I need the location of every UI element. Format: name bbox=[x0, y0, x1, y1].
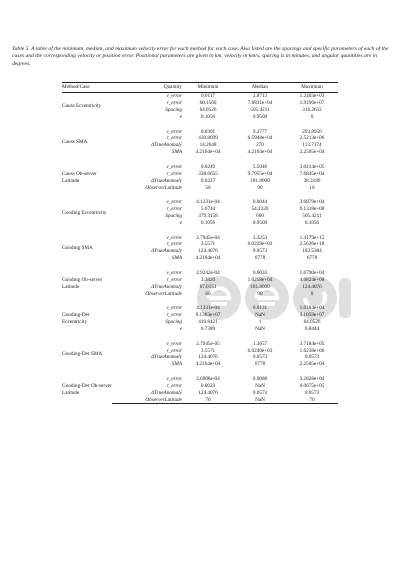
maximum-cell: 113.7174 bbox=[302, 142, 322, 149]
minimum-cell: 0.7389 bbox=[200, 325, 216, 332]
maximum-cell: 3.1058e+07 bbox=[299, 312, 325, 319]
group-spacer-row bbox=[62, 156, 338, 164]
minimum-cell: 4.2164e+04 bbox=[195, 149, 221, 156]
minimum-cell: 9.1363e+07 bbox=[195, 312, 221, 319]
minimum-cell: 60 bbox=[205, 290, 211, 297]
maximum-cell: 124.4076 bbox=[302, 283, 322, 290]
median-cell: 6778 bbox=[254, 255, 266, 262]
minimum-cell: 0.1056 bbox=[200, 113, 216, 120]
minimum-cell: 124.4076 bbox=[198, 354, 218, 361]
method-cell: Gooding-Der Ob-server Latitude bbox=[62, 383, 112, 396]
maximum-cell: 38.3189 bbox=[303, 177, 321, 184]
median-cell: 505.4211 bbox=[250, 106, 270, 113]
maximum-cell: 1.0184e+04 bbox=[299, 305, 325, 312]
median-cell: 7.8831e+04 bbox=[247, 100, 273, 107]
median-cell: 0.0573 bbox=[252, 248, 268, 255]
median-cell: 90 bbox=[257, 184, 263, 191]
maximum-cell: 7.6845e+04 bbox=[299, 170, 325, 177]
maximum-cell: 0.0573 bbox=[304, 389, 320, 396]
quantity-cell: SMA bbox=[171, 255, 182, 262]
maximum-cell: 3.0414e+05 bbox=[299, 163, 325, 170]
quantity-cell: ΔTrueAnomaly bbox=[151, 389, 182, 396]
quantity-cell: v_error bbox=[166, 199, 182, 206]
maximum-cell: 293.8956 bbox=[302, 128, 322, 135]
table-row bbox=[62, 164, 338, 171]
maximum-cell: 3.2828e+04 bbox=[299, 376, 325, 383]
median-cell: 6.0240e+03 bbox=[247, 347, 273, 354]
minimum-cell: 0.1056 bbox=[200, 219, 216, 226]
median-cell: 1.0258e+04 bbox=[247, 276, 273, 283]
table-row bbox=[62, 270, 338, 277]
maximum-cell: 2.2505e+04 bbox=[299, 149, 325, 156]
header-minimum: Minimum bbox=[182, 83, 234, 93]
maximum-cell: 1.9196e+07 bbox=[299, 100, 325, 107]
minimum-cell: 60.1560 bbox=[199, 100, 217, 107]
table-row bbox=[62, 199, 338, 206]
quantity-cell: r_error bbox=[166, 206, 182, 213]
quantity-cell: ObserverLatitude bbox=[145, 184, 182, 191]
minimum-cell: 4.2164e+04 bbox=[195, 255, 221, 262]
table-row bbox=[62, 234, 338, 241]
group-spacer-row bbox=[62, 191, 338, 199]
quantity-cell: e bbox=[179, 325, 182, 332]
table-row bbox=[62, 341, 338, 348]
method-cell: Gooding-Der Eccentricity bbox=[62, 312, 90, 325]
quantity-cell: ΔTrueAnomaly bbox=[151, 248, 182, 255]
median-cell: 90 bbox=[257, 290, 263, 297]
method-cell: Gauss Ob-server Latitude bbox=[62, 170, 97, 184]
median-cell: 270 bbox=[256, 142, 264, 149]
median-cell: NaN bbox=[234, 397, 286, 404]
median-cell: 600 bbox=[256, 213, 264, 219]
median-cell: 5.5046 bbox=[252, 163, 268, 170]
maximum-cell: 6.0675e+05 bbox=[299, 382, 325, 389]
header-median: Median bbox=[234, 83, 286, 93]
header-method: Method/Case bbox=[62, 83, 112, 93]
quantity-cell: ObserverLatitude bbox=[112, 397, 182, 404]
quantity-cell: r_error bbox=[166, 312, 182, 319]
group-spacer-row bbox=[62, 227, 338, 235]
maximum-cell: 505.4211 bbox=[302, 213, 322, 219]
quantity-cell: v_error bbox=[166, 305, 182, 312]
minimum-cell: 4.2164e+04 bbox=[195, 361, 221, 368]
median-cell: 181.8000 bbox=[250, 177, 270, 184]
minimum-cell: 338.6655 bbox=[198, 170, 218, 177]
quantity-cell: r_error bbox=[166, 135, 182, 142]
maximum-cell: 64.0526 bbox=[303, 319, 321, 326]
minimum-cell: 67.0151 bbox=[199, 283, 217, 290]
minimum-cell: 2.9242e-04 bbox=[196, 269, 220, 276]
median-cell: 0.0573 bbox=[252, 389, 268, 396]
maximum-cell: 2.5213e+06 bbox=[299, 135, 325, 142]
maximum-cell: 4.0824e+08 bbox=[299, 276, 325, 283]
maximum-cell: 1.2403e+03 bbox=[299, 93, 325, 100]
minimum-cell: 9.6227 bbox=[200, 177, 216, 184]
maximum-cell: 1.6238e+06 bbox=[299, 347, 325, 354]
group-spacer-row bbox=[62, 368, 338, 376]
quantity-cell: ΔTrueAnomaly bbox=[151, 177, 182, 184]
table-caption: Table 5. A table of the minimum, median, and maximum velocity error for each method for each case. Also listed are the spacings and specific parameters of each of the cases and the corresponding velocity or position error. Positional parameters are given in km, velocity in km/s, spacing is in minutes, and angular quantities are in degrees. bbox=[12, 46, 389, 67]
quantity-cell: v_error bbox=[166, 163, 182, 170]
table-row bbox=[62, 305, 338, 312]
maximum-cell: 183.5384 bbox=[302, 248, 322, 255]
quantity-cell: SMA bbox=[171, 149, 182, 156]
minimum-cell: 0.0301 bbox=[200, 128, 216, 135]
table-header-row bbox=[62, 83, 338, 93]
minimum-cell: 379.3158 bbox=[198, 213, 218, 219]
minimum-cell: 0.0249 bbox=[200, 163, 216, 170]
median-cell: 9.2777 bbox=[252, 128, 268, 135]
maximum-cell: 0 bbox=[310, 290, 314, 297]
quantity-cell: v_error bbox=[166, 234, 182, 241]
maximum-cell: 3.6879e+04 bbox=[299, 199, 325, 206]
median-cell: 6.5948e+04 bbox=[247, 135, 273, 142]
median-cell: 9.7955e+04 bbox=[247, 170, 273, 177]
quantity-cell: r_error bbox=[166, 241, 182, 248]
median-cell: 6.0239e+03 bbox=[247, 241, 273, 248]
quantity-cell: v_error bbox=[166, 93, 182, 100]
maximum-cell: 0.1056 bbox=[304, 219, 320, 226]
minimum-cell: 5.6744 bbox=[200, 206, 216, 213]
maximum-cell: 316.2632 bbox=[302, 106, 322, 113]
maximum-cell: 0.0573 bbox=[304, 354, 320, 361]
minimum-cell: 0.0023 bbox=[200, 382, 216, 389]
median-cell: 0.9500 bbox=[252, 113, 268, 120]
quantity-cell: ObserverLatitude bbox=[145, 290, 182, 297]
quantity-cell: v_error bbox=[166, 340, 182, 347]
median-cell: NaN bbox=[255, 312, 265, 319]
group-spacer-row bbox=[62, 262, 338, 270]
quantity-cell: v_error bbox=[166, 269, 182, 276]
maximum-cell: 0.8444 bbox=[304, 325, 320, 332]
quantity-cell: v_error bbox=[166, 128, 182, 135]
velocity-error-table bbox=[62, 82, 338, 404]
minimum-cell: 2.7945e-05 bbox=[196, 340, 220, 347]
quantity-cell: v_error bbox=[166, 376, 182, 383]
group-spacer-row bbox=[62, 297, 338, 305]
median-cell: 1.3657 bbox=[252, 340, 268, 347]
median-cell: 54.4320 bbox=[251, 206, 269, 213]
minimum-cell: 4.1331e-04 bbox=[196, 199, 220, 206]
median-cell: 4.2164e+04 bbox=[247, 149, 273, 156]
minimum-cell: 2.6908e-04 bbox=[196, 376, 220, 383]
median-cell: NaN bbox=[255, 325, 265, 332]
quantity-cell: r_error bbox=[166, 347, 182, 354]
method-cell: Gooding-Der SMA bbox=[62, 351, 103, 357]
maximum-cell: 70 bbox=[286, 397, 338, 404]
header-quantity: Quantity bbox=[112, 83, 182, 93]
table-row bbox=[62, 93, 338, 100]
median-cell: 0.0088 bbox=[252, 376, 268, 383]
maximum-cell: 10 bbox=[309, 184, 315, 191]
maximum-cell: 2.2505e+04 bbox=[299, 361, 325, 368]
minimum-cell: 430.8699 bbox=[198, 135, 218, 142]
quantity-cell: ΔTrueAnomaly bbox=[151, 354, 182, 361]
median-cell: 0.0044 bbox=[252, 199, 268, 206]
minimum-cell: 124.4076 bbox=[198, 389, 218, 396]
quantity-cell: Spacing bbox=[165, 213, 182, 219]
maximum-cell: 2.5636e+18 bbox=[299, 241, 325, 248]
maximum-cell: 3.7184e+05 bbox=[299, 340, 325, 347]
minimum-cell: 410.8421 bbox=[198, 319, 218, 326]
minimum-cell: 4.1331e-04 bbox=[196, 305, 220, 312]
maximum-cell: 0 bbox=[310, 113, 314, 120]
group-spacer-row bbox=[62, 121, 338, 129]
quantity-cell: e bbox=[179, 113, 182, 120]
quantity-cell: r_error bbox=[166, 382, 182, 389]
method-cell: Gooding Eccentricity bbox=[62, 209, 107, 216]
quantity-cell: SMA bbox=[171, 361, 182, 368]
median-cell: 1 bbox=[258, 319, 262, 326]
table-row bbox=[62, 128, 338, 135]
quantity-cell: ΔTrueAnomaly bbox=[151, 142, 182, 149]
method-cell: Gauss Eccentricity bbox=[62, 103, 102, 110]
minimum-cell: 3.5571 bbox=[200, 241, 216, 248]
median-cell: 0.0033 bbox=[252, 269, 268, 276]
minimum-cell: 70 bbox=[182, 397, 234, 404]
minimum-cell: 2.7945e-04 bbox=[196, 234, 220, 241]
median-cell: 0.0131 bbox=[252, 305, 268, 312]
median-cell: 6778 bbox=[254, 361, 266, 368]
minimum-cell: 14.2648 bbox=[199, 142, 217, 149]
maximum-cell: 1.6790e+04 bbox=[299, 269, 325, 276]
method-cell: Gooding SMA bbox=[62, 244, 93, 251]
quantity-cell: Spacing bbox=[165, 319, 182, 326]
minimum-cell: 0.0117 bbox=[200, 93, 216, 100]
group-spacer-row bbox=[62, 333, 338, 341]
median-cell: 3.3253 bbox=[252, 234, 268, 241]
maximum-cell: 1.4179e+15 bbox=[299, 234, 325, 241]
minimum-cell: 124.4076 bbox=[198, 248, 218, 255]
minimum-cell: 64.0526 bbox=[199, 106, 217, 113]
quantity-cell: r_error bbox=[166, 100, 182, 107]
quantity-cell: r_error bbox=[166, 276, 182, 283]
median-cell: 2.8713 bbox=[252, 93, 268, 100]
minimum-cell: 3.5571 bbox=[200, 347, 216, 354]
median-cell: 0.0573 bbox=[252, 354, 268, 361]
quantity-cell: r_error bbox=[166, 170, 182, 177]
minimum-cell: 3.3820 bbox=[200, 276, 216, 283]
minimum-cell: 50 bbox=[205, 184, 211, 191]
maximum-cell: 9.1318e+08 bbox=[299, 206, 325, 213]
quantity-cell: ΔTrueAnomaly bbox=[151, 283, 182, 290]
method-cell: Gauss SMA bbox=[62, 138, 88, 145]
median-cell: 0.9500 bbox=[252, 219, 268, 226]
quantity-cell: e bbox=[179, 219, 182, 226]
quantity-cell: Spacing bbox=[165, 106, 182, 113]
maximum-cell: 6778 bbox=[306, 255, 318, 262]
median-cell: 181.8000 bbox=[250, 283, 270, 290]
method-cell: Gooding Ob-server Latitude bbox=[62, 276, 103, 290]
median-cell: NaN bbox=[255, 382, 265, 389]
header-maximum: Maximum bbox=[286, 83, 338, 93]
table-body bbox=[62, 93, 338, 404]
table-row bbox=[62, 376, 338, 383]
